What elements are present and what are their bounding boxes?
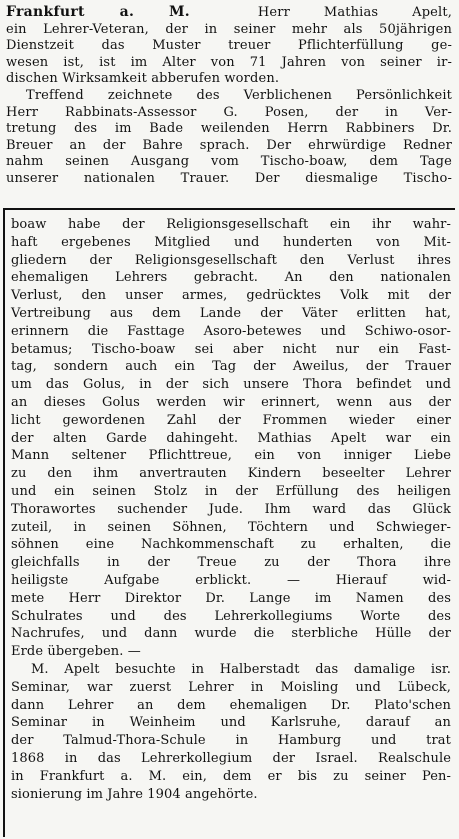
article-line: zu den ihm anvertrauten Kindern beseelter Lehrer: [11, 466, 451, 482]
article-line: an dieses Golus werden wir erinnert, wenn aus der: [11, 394, 451, 410]
article-bottom-section: [11, 216, 451, 803]
article-line: erinnern die Fasttage Asoro-betewes und Schiwo-osor-: [11, 323, 451, 339]
article-line: Schulrates und des Lehrerkollegiums Worte des: [11, 608, 451, 624]
article-line: tretung des im Bade weilenden Herrn Rabbiners Dr.: [6, 121, 452, 137]
article-line: wesen ist, ist im Alter von 71 Jahren von seiner ir-: [6, 54, 452, 70]
article-line: Mann seltener Pflichttreue, ein von inniger Liebe: [11, 448, 451, 464]
article-line: sionierung im Jahre 1904 angehörte.: [11, 786, 258, 802]
article-first-line: [6, 4, 452, 22]
article-line: nahm seinen Ausgang vom Tischo-boaw, dem Tage: [6, 154, 452, 170]
article-line: und ein seinen Stolz in der Erfüllung des heiligen: [11, 483, 451, 499]
article-line: Erde übergeben. —: [11, 644, 141, 660]
article-line: M. Apelt besuchte in Halberstadt das damalige isr.: [31, 661, 451, 677]
article-line: söhnen eine Nachkommenschaft zu erhalten, die: [11, 537, 451, 553]
article-line: der Talmud-Thora-Schule in Hamburg und trat: [11, 733, 451, 749]
article-line: Seminar in Weinheim und Karlsruhe, darauf an: [11, 715, 451, 731]
article-line: heiligste Aufgabe erblickt. — Hierauf wid-: [11, 572, 451, 588]
article-line: Vertreibung aus dem Lande der Väter erlitten hat,: [11, 305, 451, 321]
article-line: Herr Mathias Apelt,: [257, 5, 452, 20]
article-line: unserer nationalen Trauer. Der diesmalige Tischo-: [6, 170, 452, 186]
article-line: in Frankfurt a. M. ein, dem er bis zu seiner Pen-: [11, 768, 451, 784]
article-line: betamus; Tischo-boaw sei aber nicht nur ein Fast-: [11, 341, 451, 357]
article-line: tag, sondern auch ein Tag der Aweilus, der Trauer: [11, 359, 451, 375]
article-line: Thorawortes suchender Jude. Ihm ward das Glück: [11, 501, 451, 517]
article-line: zuteil, in seinen Söhnen, Töchtern und Schwieger-: [11, 519, 451, 535]
article-top-section: [6, 4, 452, 188]
article-line: Verlust, den unser armes, gedrücktes Volk mit der: [11, 288, 451, 304]
dateline: Frankfurt a. M.: [6, 4, 190, 20]
article-line: licht gewordenen Zahl der Frommen wieder einer: [11, 412, 451, 428]
article-line: Nachrufes, und dann wurde die sterbliche Hülle der: [11, 626, 451, 642]
article-line: dischen Wirksamkeit abberufen worden.: [6, 71, 280, 87]
article-line: boaw habe der Religionsgesellschaft ein ihr wahr-: [11, 217, 451, 232]
article-line: Treffend zeichnete des Verblichenen Persönlichkeit: [26, 87, 452, 103]
article-line: ein Lehrer-Veteran, der in seiner mehr als 50jährigen: [6, 21, 452, 37]
article-line: Herr Rabbinats-Assessor G. Posen, der in Ver-: [6, 104, 452, 120]
article-line: mete Herr Direktor Dr. Lange im Namen des: [11, 590, 451, 606]
article-line: Breuer an der Bahre sprach. Der ehrwürdige Redner: [6, 137, 452, 153]
article-line: gliedern der Religionsgesellschaft den Verlust ihres: [11, 252, 451, 268]
article-line: um das Golus, in der sich unsere Thora befindet und: [11, 377, 451, 393]
article-line: 1868 in das Lehrerkollegium der Israel. Realschule: [11, 750, 451, 766]
article-line: haft ergebenes Mitglied und hunderten von Mit-: [11, 234, 451, 250]
article-line: der alten Garde dahingeht. Mathias Apelt war ein: [11, 430, 451, 446]
article-line: ehemaligen Lehrers gebracht. An den nationalen: [11, 270, 451, 286]
article-line: dann Lehrer an dem ehemaligen Dr. Plato'schen: [11, 697, 451, 713]
article-line: gleichfalls in der Treue zu der Thora ihre: [11, 555, 451, 571]
article-line: Dienstzeit das Muster treuer Pflichterfüllung ge-: [6, 38, 452, 54]
article-line: Seminar, war zuerst Lehrer in Moisling und Lübeck,: [11, 679, 451, 695]
